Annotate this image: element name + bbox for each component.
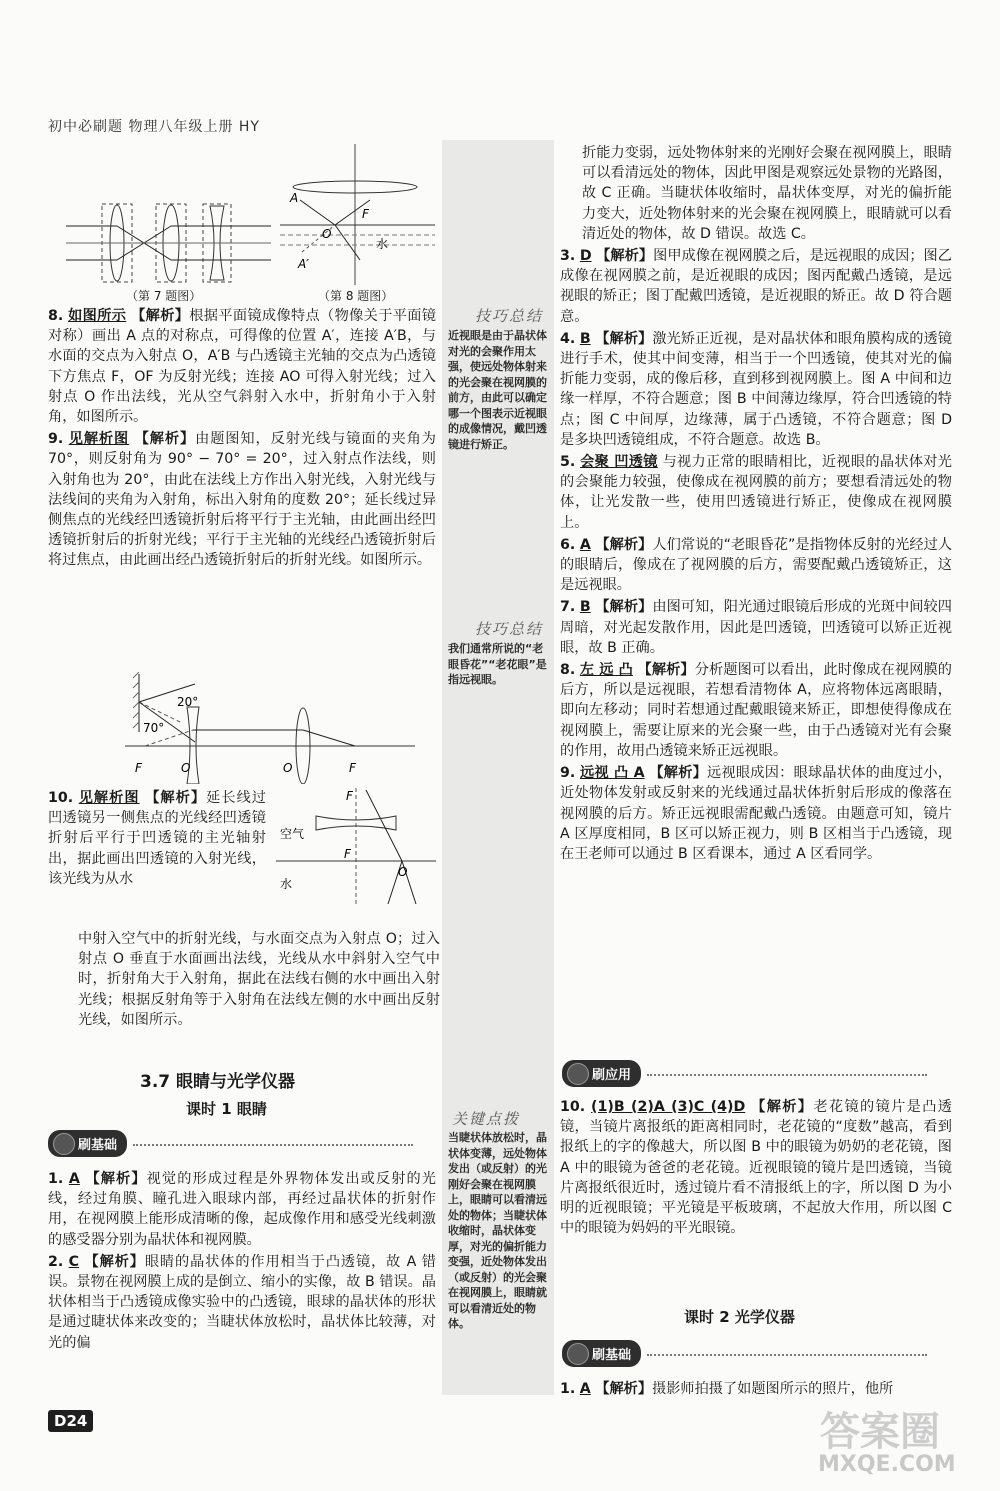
question-8-right: 8. 左 远 凸 【解析】分析题图可以看出，此时像成在视网膜的后方，所以是远视眼，若想看清物体 A，应将物体远离眼睛，即向左移动；同时若想通过配戴眼镜来矫正，即想使得像成在视网膜上，需要让原来的光会聚一些，由于凸透镜对光有会聚的作用，故用凸透镜来矫正远视眼。 <box>560 662 952 759</box>
figure-7 <box>66 196 276 288</box>
question-10-part1: 10. 见解析图 【解析】延长线过凹透镜另一侧焦点的光线经凹透镜折射后平行于凹透镜的主光轴射出，据此画出凹透镜的入射光线，该光线为从水 <box>48 790 266 887</box>
section-title: 3.7 眼睛与光学仪器 <box>140 1072 296 1092</box>
figure-8 <box>280 140 440 288</box>
question-10-right: 10. (1)B (2)A (3)C (4)D 【解析】老花镜的镜片是凸透镜，当镜片离报纸的距离相同时，老花镜的“度数”越高，看到报纸上的字的像越大，所以图 B 中的眼镜为奶奶的老花镜，图 A 中的眼镜为爸爸的老花镜。近视眼镜的镜片是凹透镜，当镜片离报纸很近时，透过镜片看不清报纸上的字，所以图 D 为小明的近视眼镜；平光镜是平板玻璃，不起放大作用，所以图 C 中的眼镜为妈妈的平光眼镜。 <box>560 1099 952 1237</box>
question-5: 5. 会聚 凹透镜 与视力正常的眼睛相比，近视眼的晶状体对光的会聚能力较强，使像成在视网膜的前方；要想看清远处的物体，让光发散一些，使用凹透镜进行矫正，使像成在视网膜上。 <box>560 454 952 531</box>
tip-text-1: 近视眼是由于晶状体对光的会聚作用太强，使远处物体射来的光会聚在视网膜的前方，由此可以确定哪一个图表示近视眼的成像情况，戴凹透镜进行矫正。 <box>448 329 547 451</box>
fig9-label-o1: O <box>181 761 191 775</box>
lesson-2-title: 课时 2 光学仪器 <box>684 1308 795 1326</box>
question-7: 7. B 【解析】由图可知，阳光通过眼镜后形成的光斑中间较四周暗，对光起发散作用，因此是凹透镜，凹透镜可以矫正近视眼，故 B 正确。 <box>560 599 952 656</box>
right-column-q10 <box>560 1097 952 1240</box>
tip-text-2: 我们通常所说的“老眼昏花”“老花眼”是指远视眼。 <box>448 642 547 686</box>
question-3: 3. D 【解析】图甲成像在视网膜之后，是远视眼的成因；图乙成像在视网膜之前，是近视眼的成因；图丙配戴凸透镜，是远视眼的矫正；图丁配戴凹透镜，是近视眼的矫正。故 D 符合题意。 <box>560 248 952 325</box>
figure-8-caption: （第 8 题图） <box>318 289 394 303</box>
continuation-q2: 折能力变弱，远处物体射来的光刚好会聚在视网膜上，眼睛可以看清远处的物体，因此甲图是观察远处景物的光路图，故 C 正确。当睫状体收缩时，晶状体变厚，对光的偏折能力变大，近处物体射来的光会聚在视网膜上，眼睛就可以看清近处的物体，故 D 错误。故选 C。 <box>582 145 952 242</box>
tip-title-3: 关键点拨 <box>452 1110 521 1128</box>
question-8: 8. 如图所示 【解析】根据平面镜成像特点（物像关于平面镜对称）画出 A 点的对称点，可得像的位置 A′，连接 A′B，与水面的交点为入射点 O，A′B 与凸透镜主光轴的交点为凸透镜下方焦点 F，OF 为反射光线；连接 AO 可得入射光线；过入射点 O 作出法线，光从空气斜射入水中，折射角小于入射角，如图所示。 <box>48 308 436 426</box>
question-10-part2: 中射入空气中的折射光线，与水面交点为入射点 O；过入射点 O 垂直于水面画出法线，光线从水中斜射入空气中时，折射角大于入射角，据此在法线右侧的水中画出入射光线；根据反射角等于入射角在法线左侧的水中画出反射光线，如图所示。 <box>78 931 440 1028</box>
tip-text-3: 当睫状体放松时，晶状体变薄，远处物体发出（或反射）的光刚好会聚在视网膜上，眼睛可以看清远处的物体；当睫状体收缩时，晶状体变厚，对光的偏折能力变强，近处物体发出（或反射）的光会聚在视网膜上，眼睛就可以看清近处的物体。 <box>448 1131 547 1330</box>
left-column-top <box>48 306 436 573</box>
watermark-site: MXQE.COM <box>818 1452 956 1477</box>
badge-basic-1: 刷基础 <box>48 1130 413 1156</box>
running-header: 初中必刷题 物理八年级上册 HY <box>48 119 260 135</box>
fig8-label-o: O <box>322 227 332 241</box>
figure-9 <box>125 672 425 784</box>
fig10-label-f2: F <box>344 847 351 861</box>
question-2: 2. C 【解析】眼睛的晶状体的作用相当于凸透镜，故 A 错误。景物在视网膜上成的是倒立、缩小的实像，故 B 错误。晶状体相当于凸透镜成像实验中的凸透镜，眼球的晶状体的形状是通过睫状体来改变的；当睫状体放松时，晶状体比较薄，对光的偏 <box>48 1253 436 1351</box>
badge-basic-2: 刷基础 <box>562 1340 927 1366</box>
figure-10 <box>276 786 436 908</box>
fig10-label-water: 水 <box>280 877 293 891</box>
watermark-logo: 答案圈 <box>820 1409 940 1455</box>
fig9-label-f1: F <box>135 761 142 775</box>
figure-7-caption: （第 7 题图） <box>126 289 202 303</box>
fig10-label-f1: F <box>346 789 353 803</box>
fig8-label-f: F <box>362 207 369 221</box>
question-9: 9. 见解析图 【解析】由题图知，反射光线与镜面的夹角为 70°，则反射角为 90° − 70° = 20°，过入射点作法线，则入射角也为 20°，由此在法线上方作出入射光线，入射光线与法线间的夹角为入射角，标出入射角的度数 20°；延长线过异侧焦点的光线经凹透镜折射后将平行于主光轴，由此画出经凹透镜折射后的折射光线；平行于主光轴的光线经凸透镜折射后将过焦点，由此画出经凸透镜折射后的折射光线。如图所示。 <box>48 431 436 569</box>
fig8-label-water: 水 <box>376 237 389 251</box>
badge-application: 刷应用 <box>562 1060 927 1086</box>
fig10-label-o: O <box>398 865 408 879</box>
right-column-q1 <box>560 1379 952 1401</box>
question-1: 1. A 【解析】视觉的形成过程是外界物体发出或反射的光线，经过角膜、瞳孔进入眼球内部，再经过晶状体的折射作用，在视网膜上能形成清晰的像，起成像作用和感受光线刺激的感受器分别为晶状体和视网膜。 <box>48 1171 436 1248</box>
page-number: D24 <box>48 1410 93 1432</box>
fig10-label-air: 空气 <box>280 827 305 841</box>
right-column-top <box>560 143 952 866</box>
fig8-label-ap: A′ <box>298 257 309 271</box>
left-column-bottom <box>48 1169 436 1355</box>
fig9-angle-70: 70° <box>143 721 165 735</box>
tip-title-1: 技巧总结 <box>475 307 544 325</box>
tip-title-2: 技巧总结 <box>475 620 544 638</box>
question-9-right: 9. 远视 凸 A 【解析】远视眼成因：眼球晶状体的曲度过小，近处物体发射或反射来的光线通过晶状体折射后形成的像落在视网膜的后方。矫正远视眼需配戴凸透镜。由题意可知，镜片 A 区厚度相同，B 区可以矫正视力，则 B 区相当于凸透镜，现在王老师可以通过 B 区看课本，通过 A 区看同学。 <box>560 765 952 862</box>
fig9-label-f2: F <box>349 761 356 775</box>
question-4: 4. B 【解析】激光矫正近视，是对晶状体和眼角膜构成的透镜进行手术，使其中间变薄，相当于一个凹透镜，使其对光的偏折能力变弱，成的像后移，直到移到视网膜上。图 A 中间和边缘一样厚，不符合题意；图 B 中间薄边缘厚，符合凹透镜的特点；图 C 中间厚，边缘薄，属于凸透镜，不符合题意；图 D 是多块凹透镜组成，不符合题意。故选 B。 <box>560 330 952 448</box>
question-1-right: 1. A 【解析】摄影师拍摄了如题图所示的照片，他所 <box>560 1381 894 1397</box>
fig9-label-o2: O <box>283 761 293 775</box>
lesson-title: 课时 1 眼睛 <box>186 1100 267 1118</box>
fig8-label-a: A <box>290 191 299 205</box>
fig9-angle-20: 20° <box>177 695 199 709</box>
question-6: 6. A 【解析】人们常说的“老眼昏花”是指物体反射的光经过人的眼睛后，像成在了视网膜的后方，需要配戴凸透镜矫正，这是远视眼。 <box>560 536 953 594</box>
